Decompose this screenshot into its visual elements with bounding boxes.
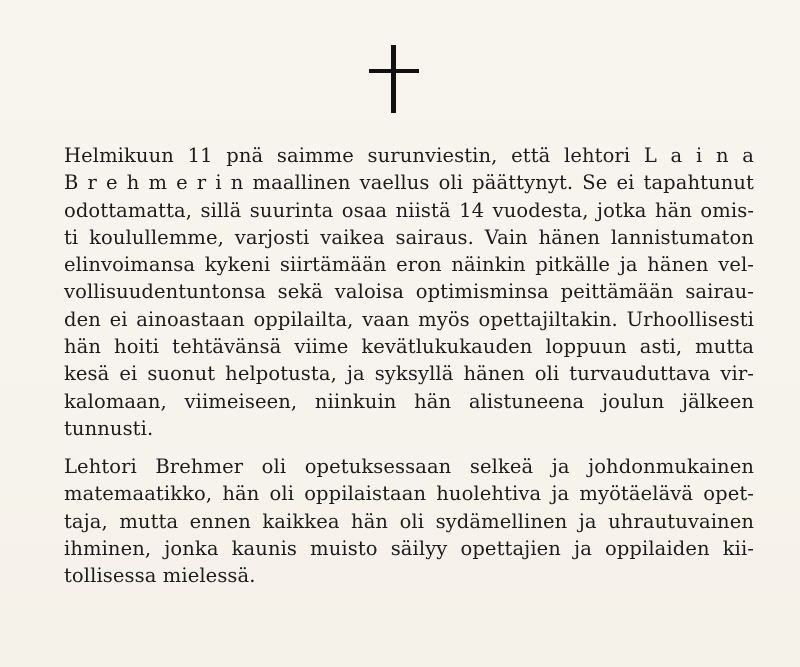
text-line: kesä ei suonut helpotusta, ja syksyllä hänen oli turvauduttava vir- [64, 362, 754, 386]
text-line: odottamatta, sillä suurinta osaa niistä 14 vuodesta, jotka hän omis- [64, 198, 754, 222]
cross-icon [365, 45, 425, 115]
text-line: B r e h m e r i n maallinen vaellus oli päättynyt. Se ei tapahtunut [64, 171, 754, 195]
obituary-paragraph-1 [64, 142, 754, 442]
text-line: Helmikuun 11 pnä saimme surunviestin, että lehtori L a i n a [64, 144, 754, 167]
text-line: vollisuudentuntonsa sekä valoisa optimisminsa peittämään sairau- [64, 280, 754, 304]
text-line: elinvoimansa kykeni siirtämään eron näinkin pitkälle ja hänen vel- [64, 253, 754, 277]
text-line: taja, mutta ennen kaikkea hän oli sydämellinen ja uhrautuvainen [64, 509, 754, 533]
text-line: tollisessa mielessä. [64, 564, 256, 588]
text-line: ti koulullemme, varjosti vaikea sairaus. Vain hänen lannistumaton [64, 225, 754, 249]
text-line: ihminen, jonka kaunis muisto säilyy opettajien ja oppilaiden kii- [64, 536, 754, 560]
text-line: tunnusti. [64, 416, 154, 440]
text-line: Lehtori Brehmer oli opetuksessaan selkeä ja johdonmukainen [64, 455, 754, 478]
obituary-paragraph-2 [64, 453, 754, 589]
text-line: kalomaan, viimeiseen, niinkuin hän alistuneena joulun jälkeen [64, 389, 754, 413]
text-line: hän hoiti tehtävänsä viime kevätlukukauden loppuun asti, mutta [64, 335, 754, 359]
text-line: matemaatikko, hän oli oppilaistaan huolehtiva ja myötäelävä opet- [64, 482, 754, 506]
text-line: den ei ainoastaan oppilailta, vaan myös opettajiltakin. Urhoollisesti [64, 307, 754, 331]
